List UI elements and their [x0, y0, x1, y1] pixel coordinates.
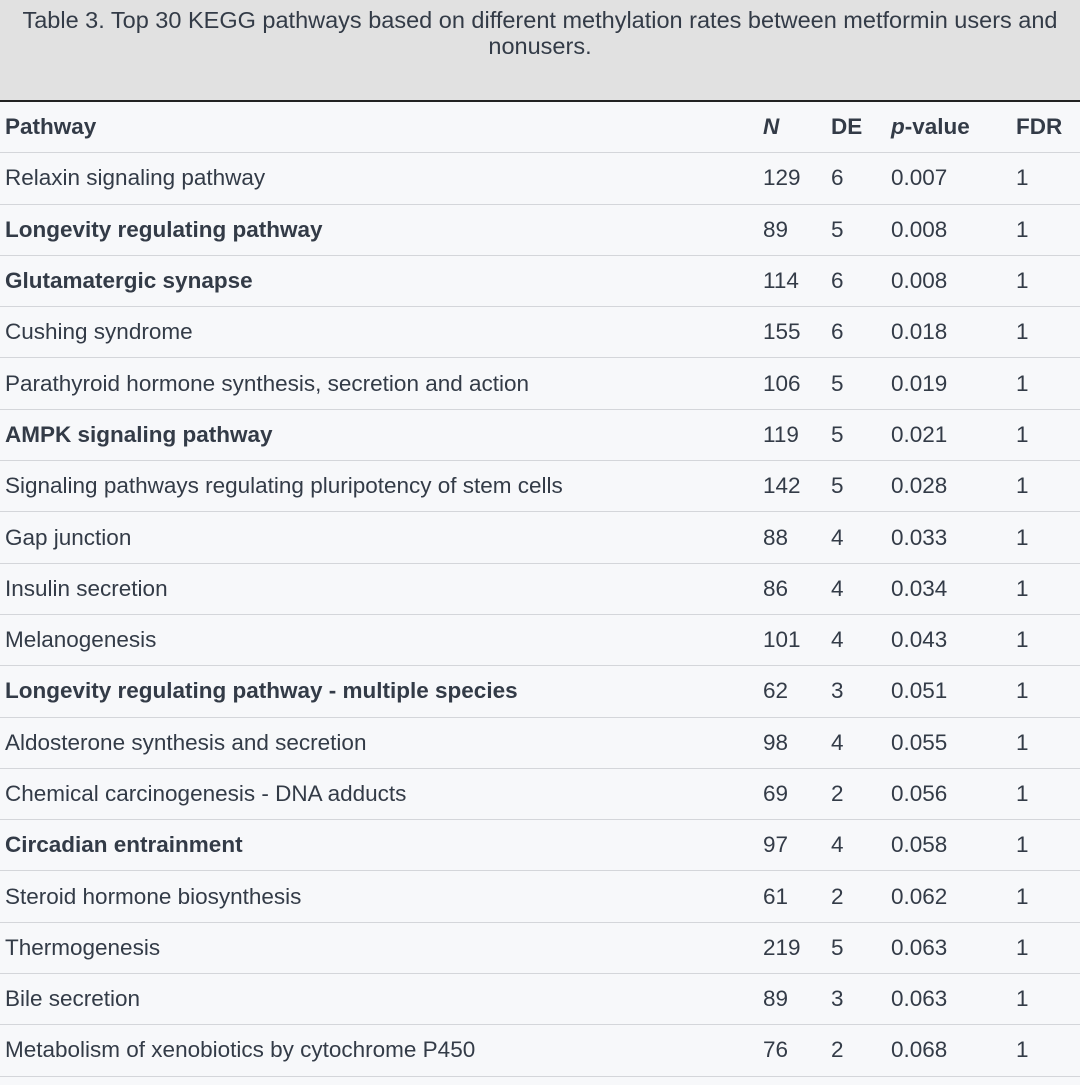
cell-p-value: 0.056 [891, 768, 1016, 819]
cell-de: 5 [831, 409, 891, 460]
cell-pathway: Glutamatergic synapse [0, 255, 763, 306]
cell-n: 155 [763, 307, 831, 358]
cell-pathway: Circadian entrainment [0, 820, 763, 871]
table-row [0, 614, 1080, 665]
cell-de: 2 [831, 1025, 891, 1076]
cell-fdr: 1 [1016, 255, 1080, 306]
header-p-value [891, 102, 1016, 153]
cell-pathway: Cushing syndrome [0, 307, 763, 358]
table-row [0, 871, 1080, 922]
cell-de: 4 [831, 614, 891, 665]
table-row [0, 204, 1080, 255]
cell-p-value: 0.062 [891, 871, 1016, 922]
cell-p-value: 0.008 [891, 255, 1016, 306]
cell-de: 4 [831, 717, 891, 768]
cell-p-value: 0.068 [891, 1025, 1016, 1076]
table-row [0, 922, 1080, 973]
cell-fdr: 1 [1016, 204, 1080, 255]
cell-n: 119 [763, 409, 831, 460]
cell-n: 219 [763, 922, 831, 973]
cell-p-value: 0.028 [891, 461, 1016, 512]
cell-n: 98 [763, 717, 831, 768]
cell-n: 114 [763, 255, 831, 306]
cell-de: 6 [831, 153, 891, 204]
header-p-italic: p [891, 114, 905, 140]
cell-p-value: 0.043 [891, 614, 1016, 665]
cell-pathway: Chemical carcinogenesis - DNA adducts [0, 768, 763, 819]
cell-de: 4 [831, 512, 891, 563]
cell-fdr: 1 [1016, 871, 1080, 922]
header-p-rest: -value [904, 114, 970, 140]
cell-pathway: Bile secretion [0, 974, 763, 1025]
cell-fdr: 1 [1016, 614, 1080, 665]
cell-n: 97 [763, 820, 831, 871]
cell-n: 89 [763, 204, 831, 255]
cell-p-value: 0.058 [891, 820, 1016, 871]
cell-pathway: Insulin secretion [0, 563, 763, 614]
table-row [0, 1025, 1080, 1076]
cell-de: 3 [831, 666, 891, 717]
cell-pathway: Metabolism of xenobiotics by cytochrome P450 [0, 1025, 763, 1076]
cell-de: 6 [831, 255, 891, 306]
cell-fdr: 1 [1016, 820, 1080, 871]
header-n-label: N [763, 114, 780, 140]
cell-p-value: 0.033 [891, 512, 1016, 563]
cell-de: 2 [831, 871, 891, 922]
table-row [0, 974, 1080, 1025]
cell-n: 88 [763, 512, 831, 563]
cell-pathway: Parathyroid hormone synthesis, secretion and action [0, 358, 763, 409]
cell-p-value: 0.063 [891, 922, 1016, 973]
cell-p-value: 0.055 [891, 717, 1016, 768]
cell-pathway: Thermogenesis [0, 922, 763, 973]
cell-pathway: Signaling pathways regulating pluripotency of stem cells [0, 461, 763, 512]
cell-n: 142 [763, 461, 831, 512]
cell-p-value: 0.034 [891, 563, 1016, 614]
cell-fdr: 1 [1016, 974, 1080, 1025]
cell-fdr: 1 [1016, 1025, 1080, 1076]
table-row [0, 717, 1080, 768]
table-row [0, 666, 1080, 717]
cell-pathway: Aldosterone synthesis and secretion [0, 717, 763, 768]
cell-fdr: 1 [1016, 666, 1080, 717]
cell-de: 4 [831, 563, 891, 614]
kegg-pathways-table [0, 102, 1080, 1077]
cell-pathway: Gap junction [0, 512, 763, 563]
table-row [0, 563, 1080, 614]
cell-p-value: 0.019 [891, 358, 1016, 409]
cell-pathway: Longevity regulating pathway [0, 204, 763, 255]
cell-pathway: Longevity regulating pathway - multiple species [0, 666, 763, 717]
cell-n: 76 [763, 1025, 831, 1076]
cell-de: 4 [831, 820, 891, 871]
cell-n: 69 [763, 768, 831, 819]
table-row [0, 461, 1080, 512]
cell-fdr: 1 [1016, 922, 1080, 973]
cell-pathway: Steroid hormone biosynthesis [0, 871, 763, 922]
cell-de: 5 [831, 461, 891, 512]
cell-de: 5 [831, 922, 891, 973]
cell-p-value: 0.063 [891, 974, 1016, 1025]
header-pathway: Pathway [0, 102, 763, 153]
cell-fdr: 1 [1016, 153, 1080, 204]
cell-de: 3 [831, 974, 891, 1025]
cell-de: 6 [831, 307, 891, 358]
cell-fdr: 1 [1016, 307, 1080, 358]
cell-p-value: 0.008 [891, 204, 1016, 255]
table-row [0, 153, 1080, 204]
cell-n: 106 [763, 358, 831, 409]
cell-fdr: 1 [1016, 512, 1080, 563]
cell-pathway: Relaxin signaling pathway [0, 153, 763, 204]
cell-fdr: 1 [1016, 409, 1080, 460]
header-n [763, 102, 831, 153]
cell-p-value: 0.018 [891, 307, 1016, 358]
table-row [0, 358, 1080, 409]
table-row [0, 820, 1080, 871]
table-row [0, 409, 1080, 460]
cell-fdr: 1 [1016, 768, 1080, 819]
cell-fdr: 1 [1016, 717, 1080, 768]
cell-n: 62 [763, 666, 831, 717]
cell-pathway: AMPK signaling pathway [0, 409, 763, 460]
cell-n: 129 [763, 153, 831, 204]
cell-n: 89 [763, 974, 831, 1025]
table-row [0, 768, 1080, 819]
cell-p-value: 0.007 [891, 153, 1016, 204]
cell-n: 86 [763, 563, 831, 614]
table-header-row [0, 102, 1080, 153]
cell-de: 5 [831, 204, 891, 255]
cell-de: 2 [831, 768, 891, 819]
cell-fdr: 1 [1016, 358, 1080, 409]
cell-p-value: 0.021 [891, 409, 1016, 460]
table-row [0, 512, 1080, 563]
table-row [0, 307, 1080, 358]
cell-n: 101 [763, 614, 831, 665]
table-caption: Table 3. Top 30 KEGG pathways based on different methylation rates between metformin users and nonusers. [0, 0, 1080, 102]
header-fdr: FDR [1016, 102, 1080, 153]
cell-fdr: 1 [1016, 563, 1080, 614]
table-row [0, 255, 1080, 306]
cell-fdr: 1 [1016, 461, 1080, 512]
cell-p-value: 0.051 [891, 666, 1016, 717]
header-de: DE [831, 102, 891, 153]
cell-pathway: Melanogenesis [0, 614, 763, 665]
cell-de: 5 [831, 358, 891, 409]
cell-n: 61 [763, 871, 831, 922]
